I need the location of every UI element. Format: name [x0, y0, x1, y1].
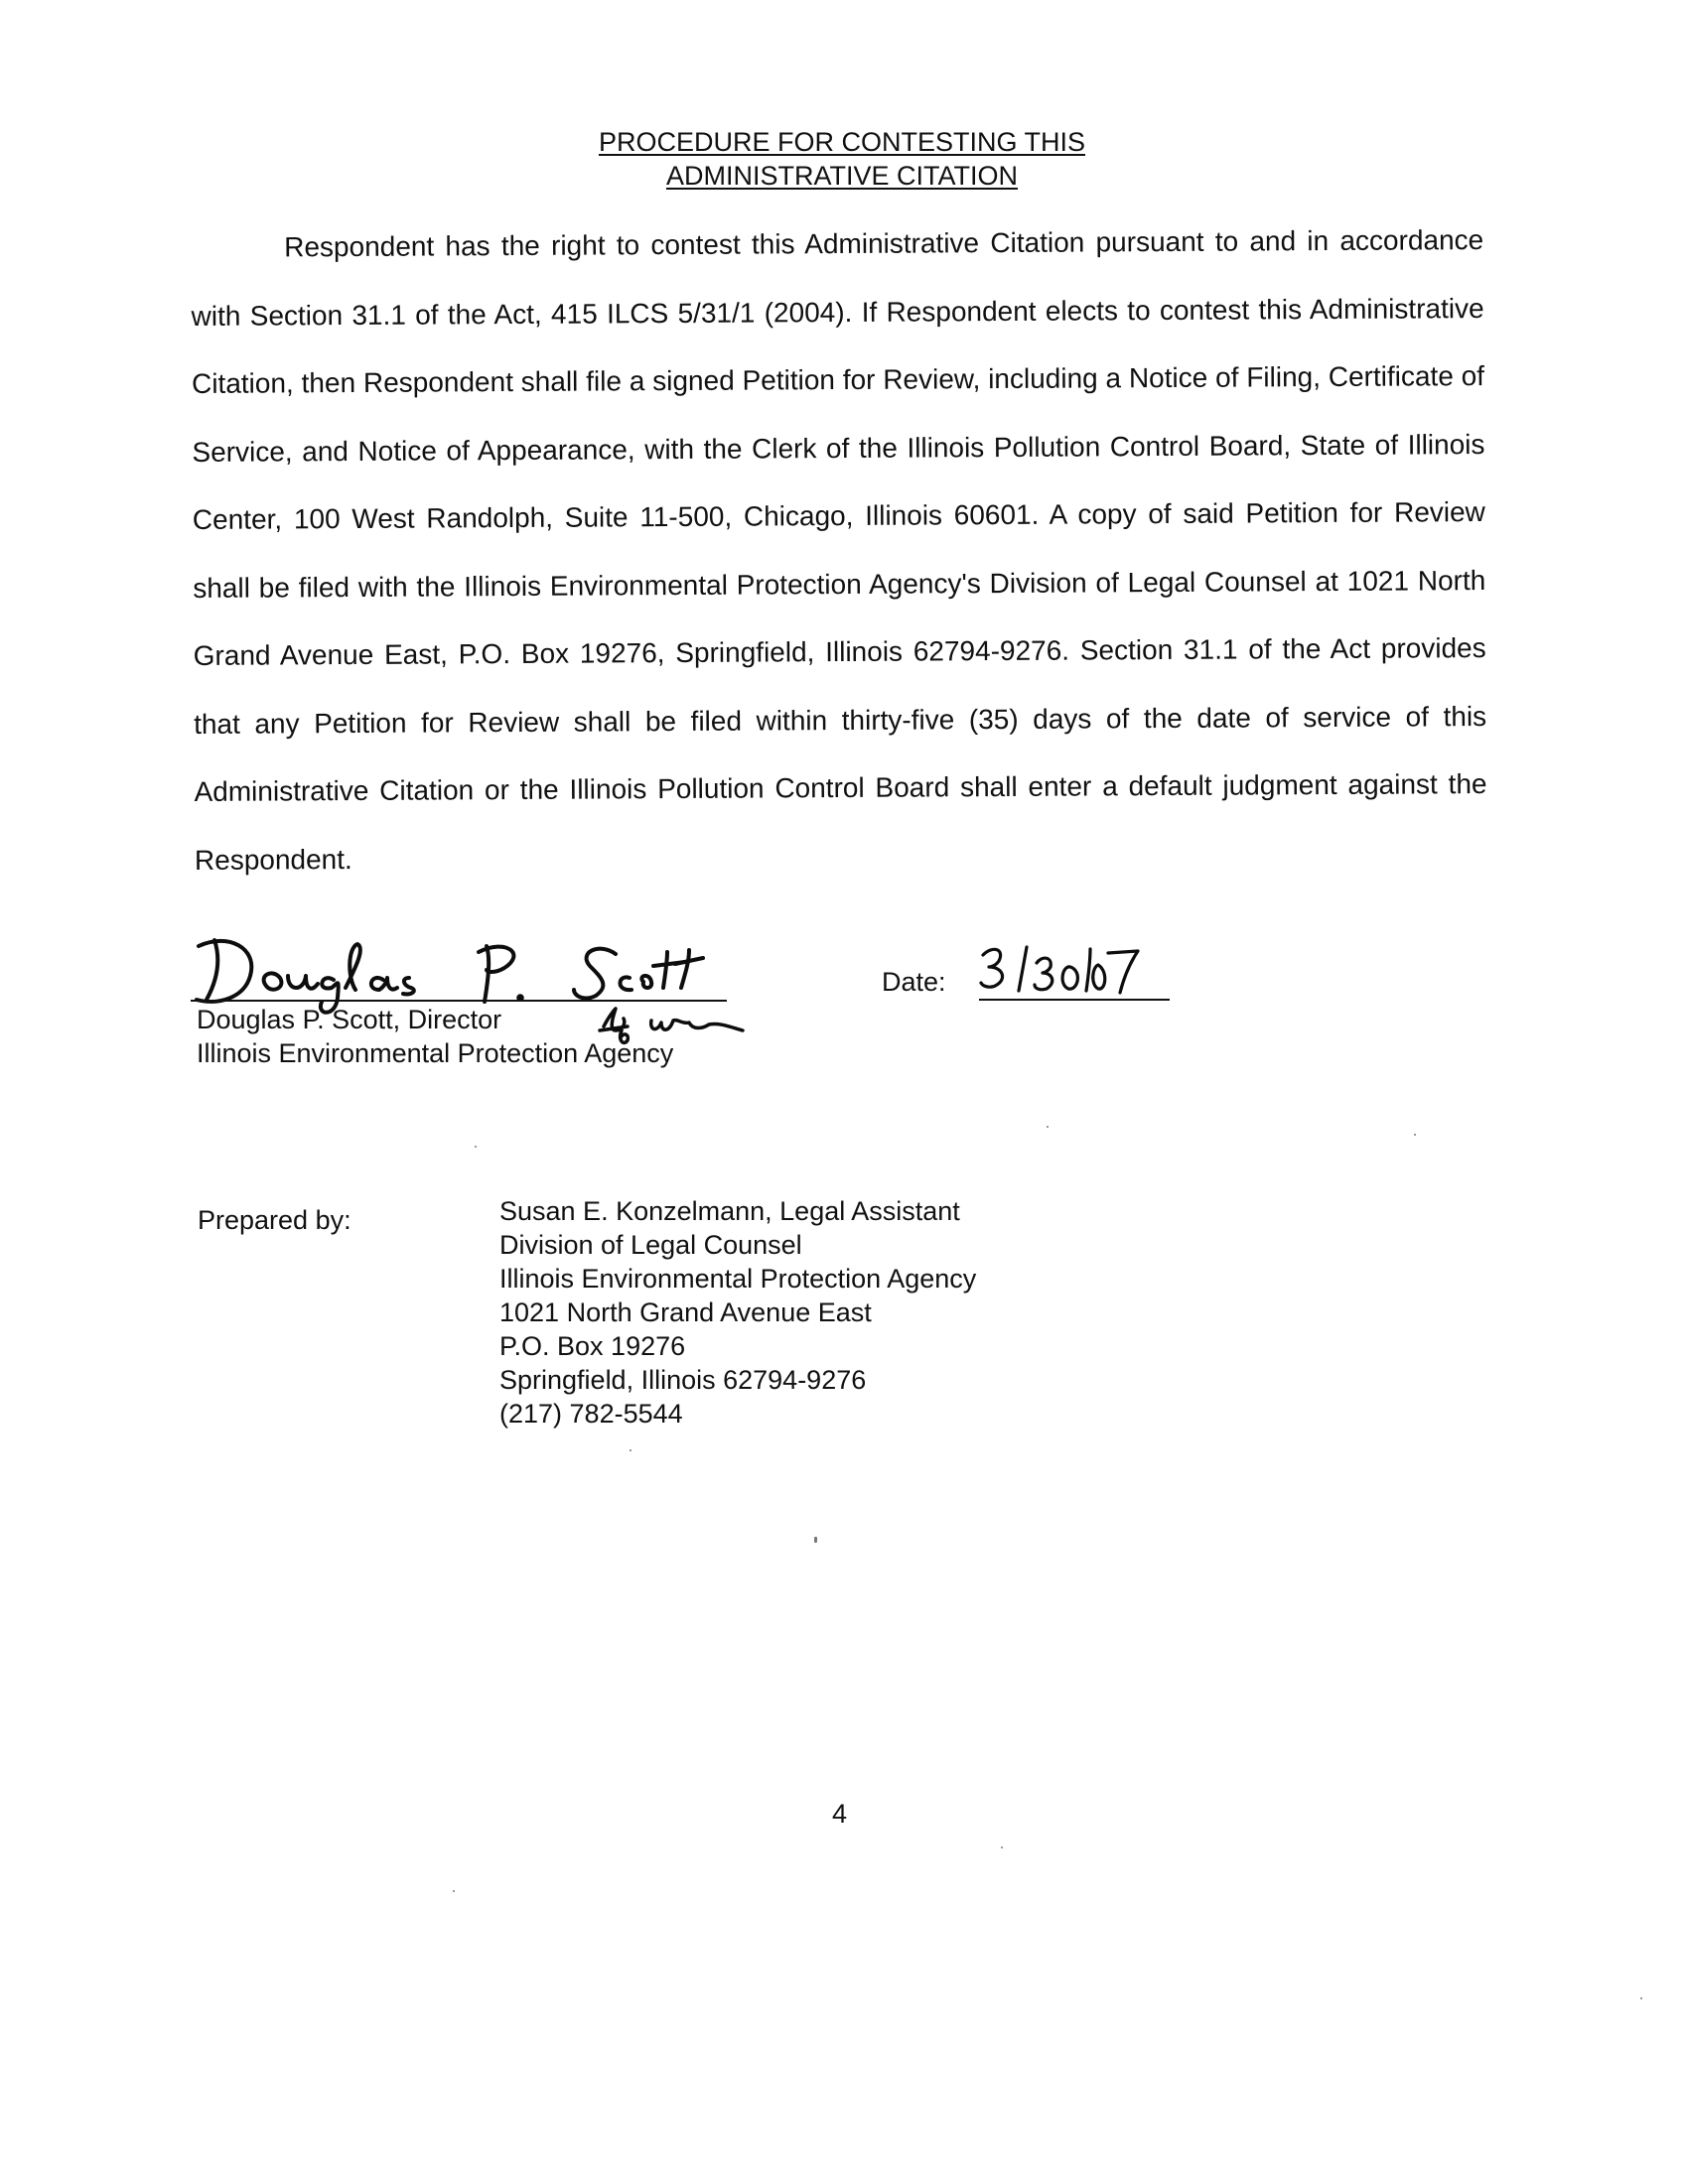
preparer-city-zip: Springfield, Illinois 62794-9276	[499, 1365, 867, 1395]
preparer-agency: Illinois Environmental Protection Agency	[499, 1264, 977, 1294]
scan-speck	[453, 1890, 455, 1892]
scan-speck	[1640, 1997, 1642, 1999]
procedure-paragraph: Respondent has the right to contest this Administrative Citation pursuant to and in accordance with Section 31.1 of the Act, 415 ILCS 5/31/1 (2004). If Respondent elects to contest this Administrative Citation, then Respondent shall file a signed Petition for Review, including a Notice of Filing, Certificate of Service, and Notice of Appearance, with the Clerk of the Illinois Pollution Control Board, State of Illinois Center, 100 West Randolph, Suite 11-500, Chicago, Illinois 60601. A copy of said Petition for Review shall be filed with the Illinois Environmental Protection Agency's Division of Legal Counsel at 1021 North Grand Avenue East, P.O. Box 19276, Springfield, Illinois 62794-9276. Section 31.1 of the Act provides that any Petition for Review shall be filed within thirty-five (35) days of the date of service of this Administrative Citation or the Illinois Pollution Control Board shall enter a default judgment against the Respondent.	[191, 224, 1487, 876]
scan-speck	[1414, 1134, 1416, 1136]
scan-speck	[475, 1146, 477, 1148]
document-subtitle: ADMINISTRATIVE CITATION	[665, 161, 1018, 191]
preparer-address-block	[499, 1196, 977, 1431]
handwritten-date	[975, 941, 1144, 1001]
scan-speck	[814, 1537, 817, 1543]
scan-speck	[1001, 1846, 1003, 1848]
preparer-division: Division of Legal Counsel	[499, 1230, 802, 1260]
preparer-name: Susan E. Konzelmann, Legal Assistant	[499, 1196, 960, 1226]
page-number: 4	[832, 1799, 848, 1829]
scan-speck	[630, 1449, 632, 1451]
date-line	[979, 999, 1170, 1001]
preparer-po-box: P.O. Box 19276	[499, 1331, 686, 1361]
preparer-phone: (217) 782-5544	[499, 1399, 683, 1429]
document-title: PROCEDURE FOR CONTESTING THIS	[598, 127, 1086, 157]
signer-agency: Illinois Environmental Protection Agency	[197, 1038, 674, 1068]
prepared-by-label: Prepared by:	[198, 1205, 351, 1235]
date-label: Date:	[882, 967, 946, 997]
signer-name-title: Douglas P. Scott, Director	[197, 1005, 502, 1034]
scan-speck	[1047, 1126, 1049, 1128]
preparer-street: 1021 North Grand Avenue East	[499, 1297, 872, 1327]
